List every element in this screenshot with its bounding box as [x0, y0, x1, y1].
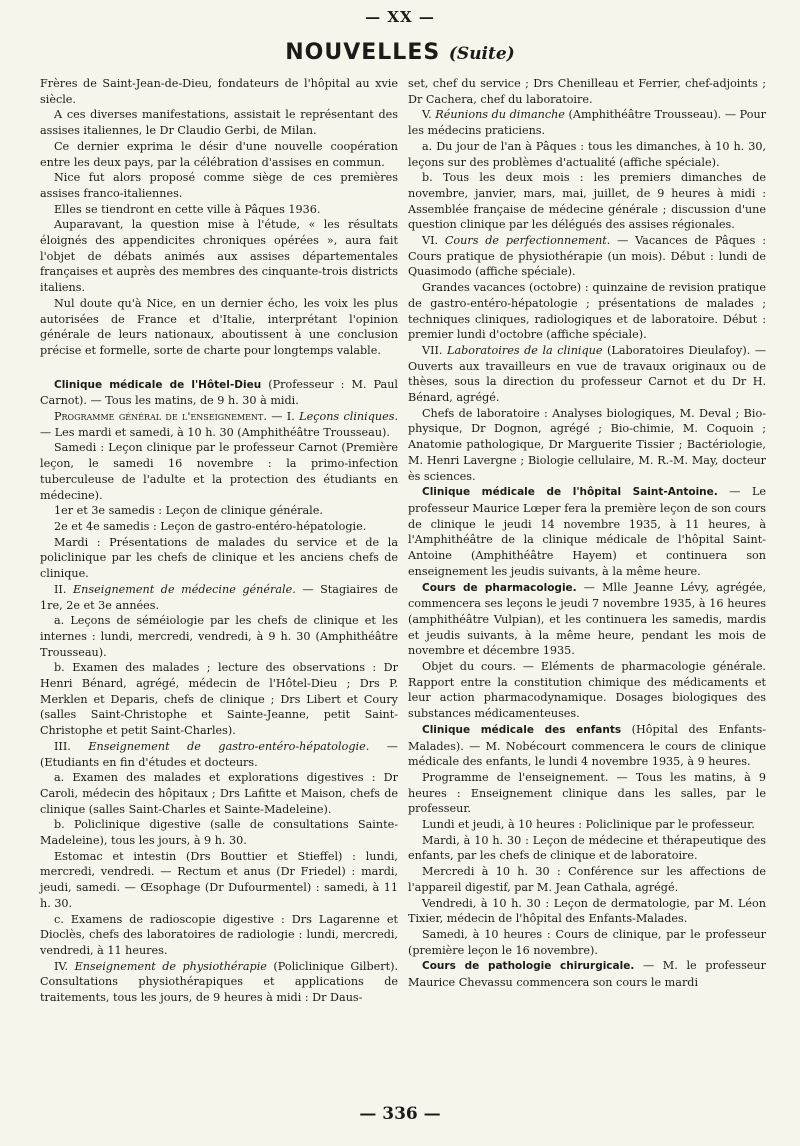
- paragraph: 2e et 4e samedis : Leçon de gastro-entéro-hépatologie.: [54, 519, 367, 533]
- paragraph: V. Réunions du dimanche (Amphithéâtre Trousseau). — Pour les médecins praticiens.: [408, 108, 767, 138]
- paragraph: Nice fut alors proposé comme siège de ces premières assises franco-italiennes.: [40, 171, 398, 200]
- paragraph: Estomac et intestin (Drs Bouttier et Stieffel) : lundi, mercredi, vendredi. — Rectum et anus (Dr Friedel) : mardi, jeudi, samedi. — Œsophage (Dr Dufourmentel) : samedi, à 11 h. 30.: [40, 849, 398, 910]
- paragraph: Ce dernier exprima le désir d'une nouvelle coopération entre les deux pays, par la célébration d'assises en commun.: [40, 139, 398, 169]
- paragraph: II. Enseignement de médecine générale. — Stagiaires de 1re, 2e et 3e années.: [40, 582, 399, 612]
- paragraph: Lundi et jeudi, à 10 heures : Policlinique par le professeur.: [422, 818, 755, 832]
- paragraph: Cours de pathologie chirurgicale. — M. le professeur Maurice Chevassu commencera son cours le mardi: [408, 959, 766, 990]
- paragraph: Mardi, à 10 h. 30 : Leçon de médecine et thérapeutique des enfants, par les chefs de clinique et de laboratoire.: [408, 833, 766, 863]
- hotel-dieu-intro: Clinique médicale de l'Hôtel-Dieu (Professeur : M. Paul Carnot). — Tous les matins, de 9 h. 30 à midi.: [40, 377, 398, 408]
- paragraph: Samedi, à 10 heures : Cours de clinique, par le professeur (première leçon le 16 novembre).: [408, 927, 766, 957]
- right-column: [408, 76, 766, 991]
- paragraph: Frères de Saint-Jean-de-Dieu, fondateurs de l'hôpital au xvie siècle.: [40, 77, 398, 106]
- title-suite: (Suite): [448, 44, 515, 64]
- paragraph: Programme général de l'enseignement. — I. Leçons cliniques. — Les mardi et samedi, à 10 h. 30 (Amphithéâtre Trousseau).: [40, 410, 399, 439]
- paragraph: a. Examen des malades et explorations digestives : Dr Caroli, médecin des hôpitaux ; Drs Lafitte et Maison, chefs de clinique (salles Saint-Charles et Sainte-Madeleine).: [40, 771, 398, 816]
- paragraph: A ces diverses manifestations, assistait le représentant des assises italiennes, le Dr Claudio Gerbi, de Milan.: [40, 108, 398, 138]
- section-heading: Clinique médicale de l'Hôtel-Dieu: [54, 378, 262, 391]
- paragraph: Nul doute qu'à Nice, en un dernier écho, les voix les plus autorisées de France et d'Italie, interprétant l'opinion générale de leurs nationaux, aboutissent à une conclusion précise et formelle, sorte de charte pour longtemps valable.: [40, 296, 398, 357]
- paragraph: 1er et 3e samedis : Leçon de clinique générale.: [54, 504, 323, 518]
- paragraph: a. Du jour de l'an à Pâques : tous les dimanches, à 10 h. 30, leçons sur des problèmes d'actualité (affiche spéciale).: [408, 139, 766, 169]
- paragraph: Auparavant, la question mise à l'étude, « les résultats éloignés des appendicites chroniques opérées », aura fait l'objet de débats animés aux assises départementales françaises et auprès des membres des cinquante-trois districts italiens.: [40, 218, 398, 295]
- paragraph: Grandes vacances (octobre) : quinzaine de revision pratique de gastro-entéro-hépatologie ; présentations de malades ; techniques cliniques, radiologiques et de laboratoire. Début : premier lundi d'octobre (affiche spéciale).: [408, 281, 766, 342]
- paragraph: b. Tous les deux mois : les premiers dimanches de novembre, janvier, mars, mai, juillet, de 9 heures à midi : Assemblée française de médecine générale ; discussion d'une question clinique par les délégués des assises régionales.: [408, 171, 766, 232]
- paragraph: Mercredi à 10 h. 30 : Conférence sur les affections de l'appareil digestif, par M. Jean Cathala, agrégé.: [408, 865, 766, 894]
- paragraph: c. Examens de radioscopie digestive : Drs Lagarenne et Dioclès, chefs des laboratoires de radiologie : lundi, mercredi, vendredi, à 11 heures.: [40, 912, 398, 957]
- title-text: NOUVELLES: [285, 40, 441, 65]
- paragraph: Vendredi, à 10 h. 30 : Leçon de dermatologie, par M. Léon Tixier, médecin de l'hôpital des Enfants-Malades.: [408, 896, 766, 926]
- section-heading: Clinique médicale des enfants: [422, 723, 622, 736]
- paragraph: b. Policlinique digestive (salle de consultations Sainte-Madeleine), tous les jours, à 9 h. 30.: [40, 818, 398, 848]
- section-heading: Clinique médicale de l'hôpital Saint-Antoine.: [422, 486, 718, 499]
- paragraph: Mardi : Présentations de malades du service et de la policlinique par les chefs de clinique et les anciens chefs de clinique.: [40, 535, 398, 581]
- paragraph: Cours de pharmacologie. — Mlle Jeanne Lévy, agrégée, commencera ses leçons le jeudi 7 novembre 1935, à 16 heures (amphithéâtre Vulpian), et les continuera les samedis, mardis et jeudis suivants, à la même heure, pendant les mois de novembre et décembre 1935.: [408, 580, 766, 658]
- paragraph: III. Enseignement de gastro-entéro-hépatologie. — (Etudiants en fin d'études et docteurs.: [40, 739, 398, 769]
- section-heading: Cours de pharmacologie.: [422, 581, 577, 594]
- paragraph: Chefs de laboratoire : Analyses biologiques, M. Deval ; Bio-physique, Dr Dognon, agrégé ; Bio-chimie, M. Coquoin ; Anatomie pathologique, Dr Marguerite Tissier ; Bactériologie, M. Henri Lavergne ; Biologie cellulaire, M. R.-M. May, docteur ès sciences.: [408, 406, 766, 483]
- paragraph: Samedi : Leçon clinique par le professeur Carnot (Première leçon, le samedi 16 novembre : la primo-infection tuberculeuse de l'adulte et la protection des étudiants en médecine).: [40, 441, 398, 502]
- paragraph: Clinique médicale de l'hôpital Saint-Antoine. — Le professeur Maurice Lœper fera la première leçon de son cours de clinique le jeudi 14 novembre 1935, à 11 heures, à l'Amphithéâtre de la clinique médicale de l'hôpital Saint-Antoine (Amphithéâtre Hayem) et continuera son enseignement les jeudis suivants, à la même heure.: [408, 485, 766, 578]
- paragraph: Clinique médicale des enfants (Hôpital des Enfants-Malades). — M. Nobécourt commencera le cours de clinique médicale des enfants, le lundi 4 novembre 1935, à 9 heures.: [408, 722, 766, 769]
- paragraph: set, chef du service ; Drs Chenilleau et Ferrier, chef-adjoints ; Dr Cachera, chef du laboratoire.: [408, 77, 766, 106]
- left-column: [40, 76, 398, 1006]
- section-heading: Cours de pathologie chirurgicale.: [422, 960, 635, 973]
- paragraph: IV. Enseignement de physiothérapie (Policlinique Gilbert). Consultations physiothérapiques et applications de traitements, tous les jours, de 9 heures à midi : Dr Daus-: [40, 959, 399, 1005]
- page-number: — 336 —: [359, 1104, 441, 1124]
- paragraph: Programme de l'enseignement. — Tous les matins, à 9 heures : Enseignement clinique dans les salles, par le professeur.: [408, 770, 766, 816]
- paragraph: VI. Cours de perfectionnement. — Vacances de Pâques : Cours pratique de physiothérapie (un mois). Début : lundi de Quasimodo (affiche spéciale).: [408, 234, 766, 279]
- page-title: [0, 40, 800, 65]
- paragraph: Elles se tiendront en cette ville à Pâques 1936.: [54, 202, 321, 216]
- page-roman-number: — XX —: [365, 8, 435, 26]
- paragraph: VII. Laboratoires de la clinique (Laboratoires Dieulafoy). — Ouverts aux travailleurs en vue de travaux originaux ou de thèses, sous la direction du professeur Carnot et du Dr H. Bénard, agrégé.: [408, 343, 767, 405]
- paragraph: b. Examen des malades ; lecture des observations : Dr Henri Bénard, agrégé, médecin de l'Hôtel-Dieu ; Drs P. Merklen et Deparis, chefs de clinique ; Drs Libert et Coury (salles Saint-Christophe et Sainte-Jeanne, petit Saint-Christophe et petit Saint-Charles).: [40, 661, 398, 738]
- paragraph: Objet du cours. — Eléments de pharmacologie générale. Rapport entre la constitution chimique des médicaments et leur action pharmacodynamique. Dosages biologiques des substances médicamenteuses.: [408, 660, 766, 721]
- paragraph: a. Leçons de séméiologie par les chefs de clinique et les internes : lundi, mercredi, vendredi, à 9 h. 30 (Amphithéâtre Trousseau).: [40, 614, 398, 659]
